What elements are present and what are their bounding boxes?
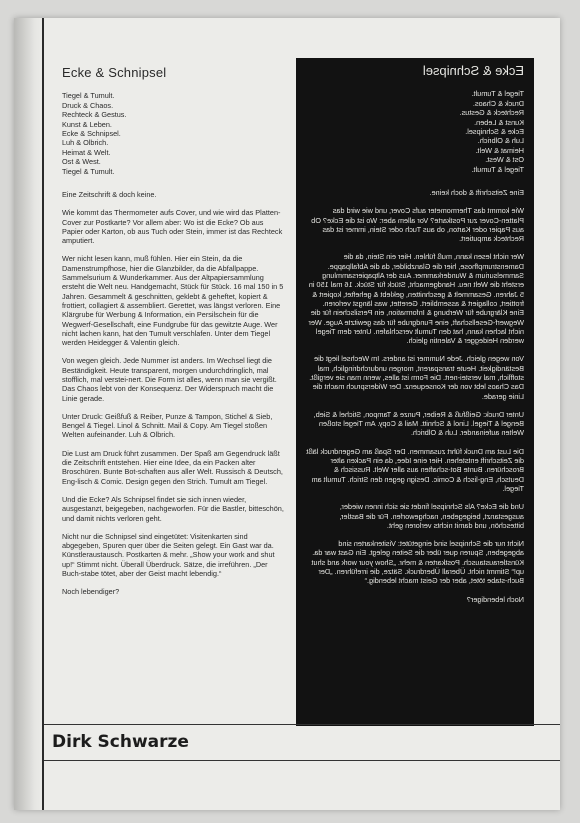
- mirrored-paragraph: Wie kommt das Thermometer aufs Cover, und wie wird das Platten-Cover zur Postkarte? Vor allem aber: Wo ist die Ecke? Ob aus Papier oder Karton, ob aus Tuch oder Stein, immer ist das Rechteck amputiert.: [311, 206, 524, 244]
- motto-item: Kunst & Leben.: [62, 119, 112, 129]
- article-paragraph: Wer nicht lesen kann, muß fühlen. Hier ein Stein, da die Damenstrumpfhose, hier die Glanzbilder, da die Abfallpappe. Sammelsurium & Wunderkammer. Aus der Altpapiersammlung ersteht die Welt neu. Handgemacht, Stück für Stück. 16 mal 150 in 5 Jahren. Gesammelt & geschnitten, geklebt & geheftet, kopiert & frottiert, collagiert & assembliert. Gerettet, was längst verloren. Eine Klärgrube für Werbung & Information, ein Persilschein für die Wegwerf-Gesellschaft, eine Fundgrube für das gewitzte Auge. Wer nicht lachen kann, hat den Tumult verschlafen. Unter dem Tiegel werden Heidegger & Valentin gleich.: [62, 254, 284, 348]
- mirrored-motto-item: Ecke & Schnipsel.: [465, 126, 524, 136]
- mirrored-title: Ecke & Schnipsel: [422, 63, 524, 78]
- mirrored-paragraph: Und die Ecke? Als Schnipsel findet sie sich innen wieder, ausgestanzt, beigegeben, nachgeworfen. Für die Bastler, bitteschön, und damit nichts verloren geht.: [339, 502, 524, 530]
- motto-item: Ost & West.: [62, 157, 101, 167]
- mirrored-motto-item: Tiegel & Tumult.: [471, 89, 524, 99]
- mirrored-motto-item: Tiegel & Tumult.: [471, 164, 524, 174]
- mirrored-motto-list: [306, 89, 524, 174]
- motto-list: [62, 91, 284, 176]
- motto-item: Tiegel & Tumult.: [62, 166, 115, 176]
- mirrored-paragraph: Die Lust am Druck führt zusammen. Der Spaß am Gegendruck läßt die Zeitschrift entstehen. Hier eine Idee, da ein Packen alter Broschüren. Bunte Bot-schaften aus aller Welt. Russisch & Deutsch, Eng-lisch & Comic. Design gegen den Strich. Tumult am Tiegel.: [306, 446, 524, 493]
- motto-item: Heimat & Welt.: [62, 147, 111, 157]
- page-binding: [14, 18, 44, 810]
- motto-item: Druck & Chaos.: [62, 100, 114, 110]
- mirrored-text-panel: [296, 58, 534, 726]
- mirrored-paragraph: Eine Zeitschrift & doch keine.: [429, 187, 524, 197]
- article-paragraph: Noch lebendiger?: [62, 587, 120, 597]
- article-text-column: [62, 60, 284, 606]
- mirrored-paragraph: Wer nicht lesen kann, muß fühlen. Hier ein Stein, da die Damenstrumpfhose, hier die Glanzbilder, da die Abfallpappe. Sammelsurium & Wunderkammer. Aus der Altpapiersammlung ersteht die Welt neu. Handgemacht, Stück für Stück. 16 mal 150 in 5 Jahren. Gesammelt & geschnitten, geklebt & geheftet, kopiert & frottiert, collagiert & assembliert. Gerettet, was längst verloren. Eine Klärgrube für Werbung & Information, ein Persilschein für die Wegwerf-Gesellschaft, eine Fundgrube für das gewitzte Auge. Wer nicht lachen kann, hat den Tumult verschlafen. Unter dem Tiegel werden Heidegger & Valentin gleich.: [308, 252, 524, 346]
- footer-rule-bottom: [44, 760, 560, 761]
- mirrored-motto-item: Ost & West.: [485, 155, 524, 165]
- article-paragraph: Unter Druck: Geißfuß & Reiber, Punze & Tampon, Stichel & Sieb, Bengel & Tiegel. Linol & Schnitt. Mail & Copy. Am Tiegel stoßen Welten aufeinander. Luh & Olbrich.: [62, 411, 273, 440]
- article-paragraph: Die Lust am Druck führt zusammen. Der Spaß am Gegendruck läßt die Zeitschrift entstehen. Hier eine Idee, da ein Packen alter Broschüren. Bunte Bot-schaften aus aller Welt. Russisch & Deutsch, Eng-lisch & Comic. Design gegen den Strich. Tumult am Tiegel.: [62, 448, 283, 486]
- motto-item: Rechteck & Gestus.: [62, 110, 127, 120]
- article-title: Ecke & Schnipsel: [62, 65, 167, 80]
- author-name: Dirk Schwarze: [52, 732, 189, 752]
- mirrored-motto-item: Heimat & Welt.: [475, 145, 524, 155]
- footer-rule-top: [44, 724, 560, 725]
- mirrored-motto-item: Luh & Olbrich.: [477, 136, 524, 146]
- article-paragraph: Wie kommt das Thermometer aufs Cover, und wie wird das Platten-Cover zur Postkarte? Vor allem aber: Wo ist die Ecke? Ob aus Papier oder Karton, ob aus Tuch oder Stein, immer ist das Rechteck amputiert.: [62, 208, 283, 246]
- mirrored-text: [296, 58, 534, 604]
- motto-item: Tiegel & Tumult.: [62, 91, 115, 101]
- mirrored-motto-item: Druck & Chaos.: [472, 98, 524, 108]
- mirrored-motto-item: Kunst & Leben.: [474, 117, 524, 127]
- mirrored-paragraph: Nicht nur die Schnipsel sind eingetütet: Visitenkarten sind abgegeben, Spuren quer über die Seiten gelegt. Ein Gast war da. Künstleraustausch. Postkarten & mehr. „Show your work and shut up!“ Stimmt nicht. Überall Überdruck. Sätze, die irreführen. „Der Buch-stabe tötet, aber der Geist macht lebendig.“: [311, 539, 524, 586]
- article-paragraph: Nicht nur die Schnipsel sind eingetütet: Visitenkarten sind abgegeben, Spuren quer über die Seiten gelegt. Ein Gast war da. Künstleraustausch. Postkarten & mehr. „Show your work and shut up!“ Stimmt nicht. Überall Überdruck. Sätze, die irreführen. „Der Buch-stabe tötet, aber der Geist macht lebendig.“: [62, 531, 275, 579]
- mirrored-motto-item: Rechteck & Gestus.: [459, 108, 524, 118]
- mirrored-paragraph: Noch lebendiger?: [466, 594, 524, 604]
- motto-item: Ecke & Schnipsel.: [62, 128, 121, 138]
- article-paragraph: Von wegen gleich. Jede Nummer ist anders. Im Wechsel liegt die Beständigkeit. Heute transparent, morgen undurchdringlich, mal stofflich, mal verstei-nert. Die Form ist alles, wenn man sie vergißt. Das Chaos lebt von der Konsequenz. Der Widerspruch macht die Linie gerade.: [62, 356, 277, 403]
- article-paragraph: Und die Ecke? Als Schnipsel findet sie sich innen wieder, ausgestanzt, beigegeben, nachgeworfen. Für die Bastler, bitteschön, und damit nichts verloren geht.: [62, 494, 284, 523]
- mirrored-paragraph: Von wegen gleich. Jede Nummer ist anders. Im Wechsel liegt die Beständigkeit. Heute transparent, morgen undurchdringlich, mal stofflich, mal verstei-nert. Die Form ist alles, wenn man sie vergißt. Das Chaos lebt von der Konsequenz. Der Widerspruch macht die Linie gerade.: [309, 354, 524, 401]
- motto-item: Luh & Olbrich.: [62, 138, 109, 148]
- vertical-rule: [42, 18, 44, 810]
- mirrored-paragraph: Unter Druck: Geißfuß & Reiber, Punze & Tampon, Stichel & Sieb, Bengel & Tiegel. Linol & Schnitt. Mail & Copy. Am Tiegel stoßen Welten aufeinander. Luh & Olbrich.: [313, 409, 524, 438]
- article-paragraph: Eine Zeitschrift & doch keine.: [62, 189, 157, 199]
